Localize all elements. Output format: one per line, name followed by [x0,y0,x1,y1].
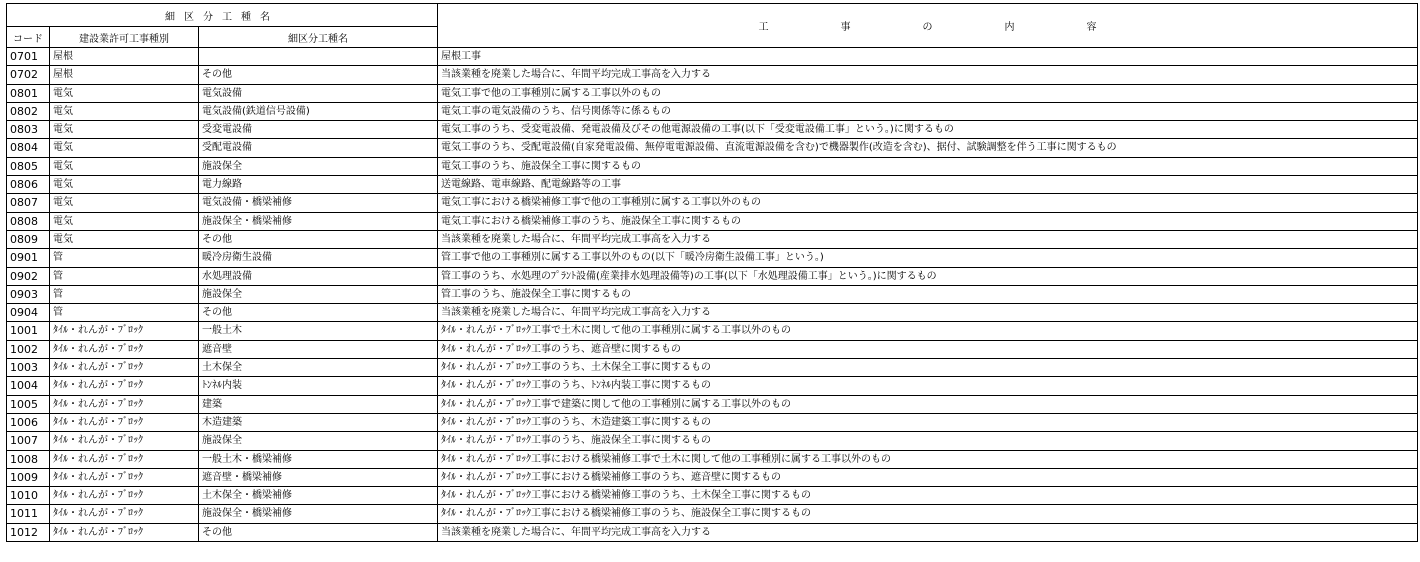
code-cell[interactable]: 1005 [7,395,50,413]
name-cell[interactable]: 一般土木 [199,322,438,340]
name-column-header: 細区分工種名 [199,27,438,48]
kind-cell[interactable]: 電気 [50,157,199,175]
kind-cell[interactable]: ﾀｲﾙ・れんが・ﾌﾞﾛｯｸ [50,487,199,505]
kind-cell[interactable]: ﾀｲﾙ・れんが・ﾌﾞﾛｯｸ [50,322,199,340]
description-cell[interactable]: ﾀｲﾙ・れんが・ﾌﾞﾛｯｸ工事のうち、ﾄﾝﾈﾙ内装工事に関するもの [438,377,1418,395]
kind-cell[interactable]: ﾀｲﾙ・れんが・ﾌﾞﾛｯｸ [50,340,199,358]
description-cell[interactable]: ﾀｲﾙ・れんが・ﾌﾞﾛｯｸ工事で建築に関して他の工事種別に属する工事以外のもの [438,395,1418,413]
kind-cell[interactable]: 管 [50,267,199,285]
code-cell[interactable]: 0902 [7,267,50,285]
name-cell[interactable]: 施設保全 [199,157,438,175]
code-cell[interactable]: 0808 [7,212,50,230]
code-cell[interactable]: 1007 [7,432,50,450]
table-body [7,48,1418,542]
name-cell[interactable]: 電気設備 [199,84,438,102]
table-row[interactable] [7,157,1418,175]
description-cell[interactable]: ﾀｲﾙ・れんが・ﾌﾞﾛｯｸ工事で土木に関して他の工事種別に属する工事以外のもの [438,322,1418,340]
group-header: 細区分工種名 [7,4,438,27]
name-cell[interactable]: 土木保全 [199,359,438,377]
table-row[interactable] [7,304,1418,322]
kind-cell[interactable]: 電気 [50,139,199,157]
description-cell[interactable]: 屋根工事 [438,48,1418,66]
kind-cell[interactable]: 電気 [50,84,199,102]
name-cell[interactable]: 木造建築 [199,413,438,431]
code-cell[interactable]: 0805 [7,157,50,175]
name-cell[interactable]: 施設保全・橋梁補修 [199,505,438,523]
code-cell[interactable]: 0702 [7,66,50,84]
table-row[interactable] [7,249,1418,267]
description-cell[interactable]: 当該業種を廃業した場合に、年間平均完成工事高を入力する [438,230,1418,248]
name-cell[interactable]: 受配電設備 [199,139,438,157]
content-header [438,4,1418,48]
table-row[interactable] [7,84,1418,102]
table-row[interactable] [7,395,1418,413]
table-row[interactable] [7,66,1418,84]
table-row[interactable] [7,139,1418,157]
name-cell[interactable]: 施設保全 [199,432,438,450]
code-cell[interactable]: 0901 [7,249,50,267]
table-row[interactable] [7,359,1418,377]
description-cell[interactable]: 電気工事における橋梁補修工事で他の工事種別に属する工事以外のもの [438,194,1418,212]
code-cell[interactable]: 1012 [7,523,50,541]
description-cell[interactable]: 電気工事の電気設備のうち、信号関係等に係るもの [438,102,1418,120]
name-cell[interactable]: 暖冷房衛生設備 [199,249,438,267]
name-cell[interactable]: 電気設備(鉄道信号設備) [199,102,438,120]
kind-cell[interactable]: 屋根 [50,66,199,84]
name-cell[interactable]: その他 [199,66,438,84]
description-cell[interactable]: 管工事のうち、施設保全工事に関するもの [438,285,1418,303]
code-cell[interactable]: 1006 [7,413,50,431]
kind-cell[interactable]: 管 [50,249,199,267]
kind-cell[interactable]: 管 [50,304,199,322]
code-cell[interactable]: 0804 [7,139,50,157]
work-type-table [6,3,1418,542]
description-cell[interactable]: ﾀｲﾙ・れんが・ﾌﾞﾛｯｸ工事のうち、施設保全工事に関するもの [438,432,1418,450]
code-cell[interactable]: 1008 [7,450,50,468]
code-cell[interactable]: 0806 [7,176,50,194]
code-cell[interactable]: 1003 [7,359,50,377]
table-row[interactable] [7,322,1418,340]
name-cell[interactable]: 施設保全 [199,285,438,303]
table-row[interactable] [7,102,1418,120]
kind-column-header: 建設業許可工事種別 [50,27,199,48]
name-cell[interactable] [199,48,438,66]
name-cell[interactable]: 施設保全・橋梁補修 [199,212,438,230]
kind-cell[interactable]: 電気 [50,102,199,120]
table-row[interactable] [7,468,1418,486]
name-cell[interactable]: 一般土木・橋梁補修 [199,450,438,468]
description-cell[interactable]: 電気工事で他の工事種別に属する工事以外のもの [438,84,1418,102]
code-cell[interactable]: 0903 [7,285,50,303]
name-cell[interactable]: 土木保全・橋梁補修 [199,487,438,505]
name-cell[interactable]: 受変電設備 [199,121,438,139]
kind-cell[interactable]: ﾀｲﾙ・れんが・ﾌﾞﾛｯｸ [50,359,199,377]
name-cell[interactable]: 電気設備・橋梁補修 [199,194,438,212]
code-cell[interactable]: 0802 [7,102,50,120]
kind-cell[interactable]: 電気 [50,212,199,230]
code-column-header: コード [7,27,50,48]
table-row[interactable] [7,285,1418,303]
kind-cell[interactable]: 管 [50,285,199,303]
description-cell[interactable]: ﾀｲﾙ・れんが・ﾌﾞﾛｯｸ工事における橋梁補修工事で土木に関して他の工事種別に属する工事以外のもの [438,450,1418,468]
code-cell[interactable]: 0809 [7,230,50,248]
content-header-char: 内 [1004,22,1015,33]
name-cell[interactable]: 電力線路 [199,176,438,194]
kind-cell[interactable]: ﾀｲﾙ・れんが・ﾌﾞﾛｯｸ [50,468,199,486]
kind-cell[interactable]: ﾀｲﾙ・れんが・ﾌﾞﾛｯｸ [50,377,199,395]
code-cell[interactable]: 1011 [7,505,50,523]
kind-cell[interactable]: ﾀｲﾙ・れんが・ﾌﾞﾛｯｸ [50,450,199,468]
table-row[interactable] [7,413,1418,431]
kind-cell[interactable]: 電気 [50,121,199,139]
description-cell[interactable]: 送電線路、電車線路、配電線路等の工事 [438,176,1418,194]
kind-cell[interactable]: ﾀｲﾙ・れんが・ﾌﾞﾛｯｸ [50,432,199,450]
table-row[interactable] [7,176,1418,194]
description-cell[interactable]: 当該業種を廃業した場合に、年間平均完成工事高を入力する [438,66,1418,84]
table-row[interactable] [7,487,1418,505]
table-row[interactable] [7,505,1418,523]
name-cell[interactable]: その他 [199,523,438,541]
table-row[interactable] [7,340,1418,358]
name-cell[interactable]: 建築 [199,395,438,413]
description-cell[interactable]: 管工事で他の工事種別に属する工事以外のもの(以下「暖冷房衛生設備工事」という。) [438,249,1418,267]
kind-cell[interactable]: ﾀｲﾙ・れんが・ﾌﾞﾛｯｸ [50,523,199,541]
description-cell[interactable]: ﾀｲﾙ・れんが・ﾌﾞﾛｯｸ工事における橋梁補修工事のうち、遮音壁に関するもの [438,468,1418,486]
name-cell[interactable]: その他 [199,230,438,248]
description-cell[interactable]: 当該業種を廃業した場合に、年間平均完成工事高を入力する [438,304,1418,322]
description-cell[interactable]: ﾀｲﾙ・れんが・ﾌﾞﾛｯｸ工事における橋梁補修工事のうち、土木保全工事に関するもの [438,487,1418,505]
kind-cell[interactable]: 電気 [50,194,199,212]
table-row[interactable] [7,194,1418,212]
table-row[interactable] [7,432,1418,450]
kind-cell[interactable]: ﾀｲﾙ・れんが・ﾌﾞﾛｯｸ [50,413,199,431]
code-cell[interactable]: 1010 [7,487,50,505]
code-cell[interactable]: 1001 [7,322,50,340]
kind-cell[interactable]: 屋根 [50,48,199,66]
code-cell[interactable]: 0801 [7,84,50,102]
content-header-char: 事 [840,22,851,33]
description-cell[interactable]: 当該業種を廃業した場合に、年間平均完成工事高を入力する [438,523,1418,541]
description-cell[interactable]: 電気工事のうち、受配電設備(自家発電設備、無停電電源設備、直流電源設備を含む)で機器製作(改造を含む)、据付、試験調整を伴う工事に関するもの [438,139,1418,157]
code-cell[interactable]: 1009 [7,468,50,486]
description-cell[interactable]: 電気工事における橋梁補修工事のうち、施設保全工事に関するもの [438,212,1418,230]
content-header-char: の [922,22,933,33]
name-cell[interactable]: 水処理設備 [199,267,438,285]
kind-cell[interactable]: 電気 [50,176,199,194]
table-row[interactable] [7,523,1418,541]
table-row[interactable] [7,230,1418,248]
kind-cell[interactable]: ﾀｲﾙ・れんが・ﾌﾞﾛｯｸ [50,505,199,523]
name-cell[interactable]: 遮音壁・橋梁補修 [199,468,438,486]
description-cell[interactable]: ﾀｲﾙ・れんが・ﾌﾞﾛｯｸ工事のうち、遮音壁に関するもの [438,340,1418,358]
content-header-char: 工 [758,22,769,33]
name-cell[interactable]: その他 [199,304,438,322]
table-row[interactable] [7,377,1418,395]
description-cell[interactable]: ﾀｲﾙ・れんが・ﾌﾞﾛｯｸ工事における橋梁補修工事のうち、施設保全工事に関するもの [438,505,1418,523]
table-row[interactable] [7,48,1418,66]
name-cell[interactable]: 遮音壁 [199,340,438,358]
table-row[interactable] [7,450,1418,468]
table-row[interactable] [7,212,1418,230]
code-cell[interactable]: 0904 [7,304,50,322]
kind-cell[interactable]: 電気 [50,230,199,248]
kind-cell[interactable]: ﾀｲﾙ・れんが・ﾌﾞﾛｯｸ [50,395,199,413]
description-cell[interactable]: ﾀｲﾙ・れんが・ﾌﾞﾛｯｸ工事のうち、土木保全工事に関するもの [438,359,1418,377]
code-cell[interactable]: 0807 [7,194,50,212]
code-cell[interactable]: 1004 [7,377,50,395]
table-row[interactable] [7,267,1418,285]
code-cell[interactable]: 0803 [7,121,50,139]
description-cell[interactable]: 管工事のうち、水処理のﾌﾟﾗﾝﾄ設備(産業排水処理設備等)の工事(以下「水処理設備工事」という。)に関するもの [438,267,1418,285]
code-cell[interactable]: 0701 [7,48,50,66]
description-cell[interactable]: 電気工事のうち、受変電設備、発電設備及びその他電源設備の工事(以下「受変電設備工事」という。)に関するもの [438,121,1418,139]
description-cell[interactable]: ﾀｲﾙ・れんが・ﾌﾞﾛｯｸ工事のうち、木造建築工事に関するもの [438,413,1418,431]
name-cell[interactable]: ﾄﾝﾈﾙ内装 [199,377,438,395]
content-header-char: 容 [1086,22,1097,33]
table-row[interactable] [7,121,1418,139]
description-cell[interactable]: 電気工事のうち、施設保全工事に関するもの [438,157,1418,175]
code-cell[interactable]: 1002 [7,340,50,358]
